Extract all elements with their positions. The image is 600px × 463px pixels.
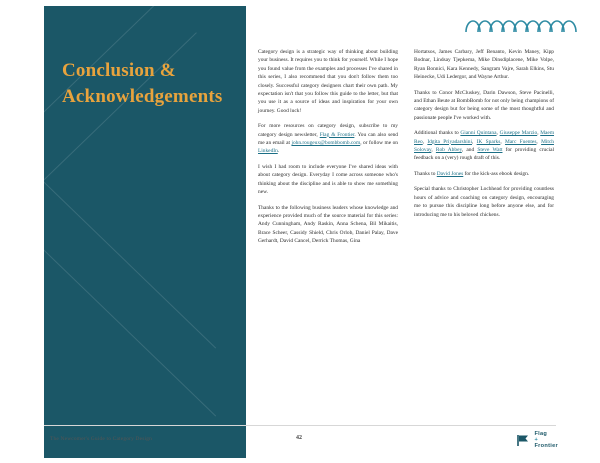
- body-link[interactable]: Rob Abbey: [435, 147, 462, 154]
- decorative-line: [44, 6, 197, 257]
- body-column-right: [414, 48, 554, 226]
- page-title-line-2: Acknowledgements: [62, 86, 223, 107]
- footer-caption: The Newcomer's Guide to Category Design: [50, 436, 153, 442]
- page-number: 42: [296, 435, 302, 441]
- footer-divider: [44, 425, 556, 426]
- decorative-line: [44, 124, 216, 416]
- brand-line-2: +: [534, 437, 539, 443]
- arc-pattern-decoration: [462, 10, 586, 32]
- body-link[interactable]: Idgita Priyadarshini: [427, 138, 472, 145]
- flag-icon: [517, 434, 530, 447]
- body-link[interactable]: Mitch Solovay: [414, 138, 554, 154]
- body-paragraph: Special thanks to Christopher Lochhead for providing countless hours of advice and coaching on category design, encouraging me to pursue this discipline long before anyone else, and for introducing me to his beloved chickens.: [414, 186, 554, 218]
- body-column-left: [258, 48, 398, 253]
- body-paragraph: I wish I had room to include everyone I've shared ideas with about category design. Everyday I come across someone who's thinking about the discipline and is able to show me something new.: [258, 163, 398, 196]
- brand-line-1: Flag: [534, 431, 548, 437]
- page-title-line-1: Conclusion &: [62, 60, 176, 81]
- body-paragraph: Thanks to Conor McCluskey, Darin Dawson, Steve Pacinelli, and Ethan Beute at BombBomb for not only being champions of category design but for being some of the most thoughtful and passionate people I've worked with.: [414, 89, 554, 121]
- body-link[interactable]: Steve Watt: [477, 147, 503, 154]
- body-link[interactable]: LinkedIn: [258, 148, 278, 155]
- brand-line-3: Frontier: [534, 443, 558, 449]
- body-link[interactable]: Giuseppe Marzio: [499, 130, 538, 137]
- body-link[interactable]: Flag & Frontier: [319, 131, 355, 138]
- body-paragraph: Additional thanks to Gianni Quintana, Giuseppe Marzio, Maem Reo, Idgita Priyadarshini, IK Sparks, Marc Fuentes, Mitch Solovay, Rob Abbey, and Steve Watt for providing crucial feedback on a (very) rough draft of this.: [414, 130, 555, 162]
- title-panel: [44, 6, 246, 458]
- brand-wordmark: [534, 431, 558, 449]
- body-link[interactable]: Maem Reo: [414, 130, 555, 145]
- body-paragraph: For more resources on category design, subscribe to my category design newsletter, Flag & Frontier. You can also send me an email at john.rougeux@bombbomb.com, or follow me on LinkedIn.: [258, 123, 398, 155]
- body-link[interactable]: David Jones: [436, 170, 464, 177]
- body-link[interactable]: Gianni Quintana: [460, 130, 497, 137]
- body-paragraph: Hortatsos, James Carbary, Jeff Benanto, Kevin Maney, Kipp Bodnar, Lindsay Tjepkema, Mike Dinsdiplacene, Mike Volpe, Ryan Bonnici, Kara Kennedy, Sangram Vajre, Sarah Elkins, Stu Heinecke, Udi Ledergor, and Wayne Arthur.: [414, 49, 554, 81]
- brand-logo: [517, 431, 558, 449]
- body-link[interactable]: john.rougeux@bombbomb.com: [291, 140, 361, 147]
- page-title: [62, 58, 242, 110]
- body-paragraph: Category design is a strategic way of thinking about building your business. It requires you to think for yourself. While I hope you found value from the examples and processes I've shared in this series, I also recommend that you don't follow them too closely. Successful category designers chart their own path. My expectation isn't that you follow this guide to the letter, but that you use it as a source of ideas and inspiration for your own journey. Good luck!: [258, 49, 398, 114]
- body-paragraph: Thanks to the following business leaders whose knowledge and experience provided much of the source material for this series: Andy Cunningham, Andy Raskin, Anna Schena, Bil Mikaitis, Brace Scheer, Cassidy Shield, Chris Orlob, Daniel Palay, Dave Gerhardt, David Cancel, Derrick Thomas, Gina: [258, 204, 398, 245]
- body-link[interactable]: Marc Fuentes: [504, 138, 537, 145]
- body-link[interactable]: IK Sparks: [476, 138, 501, 145]
- body-paragraph: Thanks to David Jones for the kick-ass ebook design.: [414, 170, 530, 177]
